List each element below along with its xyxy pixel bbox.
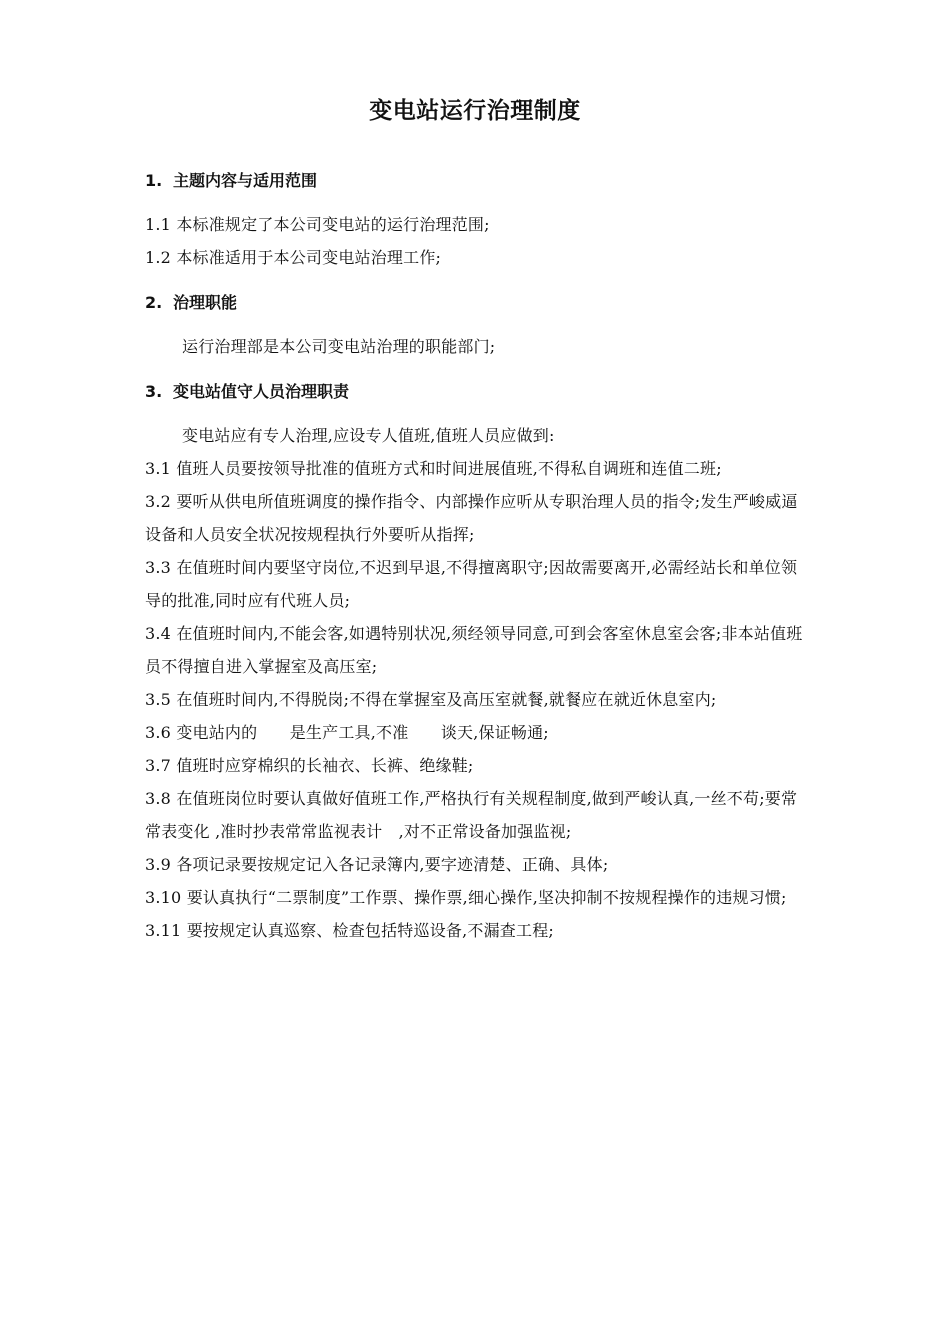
section-3-title: 变电站值守人员治理职责 (173, 382, 350, 401)
clause-3-6: 3.6 变电站内的 是生产工具,不准 谈天,保证畅通; (145, 723, 549, 742)
clause-3-10: 3.10 要认真执行“二票制度”工作票、操作票,细心操作,坚决抑制不按规程操作的违规习惯; (145, 888, 787, 907)
section-2-number: 2. (145, 293, 163, 312)
clause-3-4: 3.4 在值班时间内,不能会客,如遇特别状况,须经领导同意,可到会客室休息室会客;非本站值班员不得擅自进入掌握室及高压室; (145, 624, 803, 676)
clause-3-5: 3.5 在值班时间内,不得脱岗;不得在掌握室及高压室就餐,就餐应在就近休息室内; (145, 690, 717, 709)
document-body (145, 166, 810, 947)
section-3-heading (145, 377, 810, 407)
clause-3-1: 3.1 值班人员要按领导批准的值班方式和时间进展值班,不得私自调班和连值二班; (145, 459, 722, 478)
clause-3-2: 3.2 要听从供电所值班调度的操作指令、内部操作应听从专职治理人员的指令;发生严峻威逼设备和人员安全状况按规程执行外要听从指挥; (145, 492, 798, 544)
section-3-intro: 变电站应有专人治理,应设专人值班,值班人员应做到: (182, 426, 555, 445)
clause-3-3: 3.3 在值班时间内要坚守岗位,不迟到早退,不得擅离职守;因故需要离开,必需经站长和单位领导的批准,同时应有代班人员; (145, 558, 798, 610)
section-1-heading (145, 166, 810, 196)
section-2-intro: 运行治理部是本公司变电站治理的职能部门; (182, 337, 496, 356)
clause-3-8: 3.8 在值班岗位时要认真做好值班工作,严格执行有关规程制度,做到严峻认真,一丝不苟;要常常表变化 ,准时抄表常常监视表计 ,对不正常设备加强监视; (145, 789, 798, 841)
document-title: 变电站运行治理制度 (369, 98, 581, 124)
section-2-title: 治理职能 (173, 293, 238, 312)
section-3-number: 3. (145, 382, 163, 401)
section-1-title: 主题内容与适用范围 (173, 171, 318, 190)
clause-3-11: 3.11 要按规定认真巡察、检查包括特巡设备,不漏查工程; (145, 921, 554, 940)
section-1-number: 1. (145, 171, 163, 190)
section-2-heading (145, 288, 810, 318)
clause-3-7: 3.7 值班时应穿棉织的长袖衣、长裤、绝缘鞋; (145, 756, 474, 775)
clause-1-2: 1.2 本标准适用于本公司变电站治理工作; (145, 248, 442, 267)
clause-3-9: 3.9 各项记录要按规定记入各记录簿内,要字迹清楚、正确、具体; (145, 855, 609, 874)
clause-1-1: 1.1 本标准规定了本公司变电站的运行治理范围; (145, 215, 490, 234)
